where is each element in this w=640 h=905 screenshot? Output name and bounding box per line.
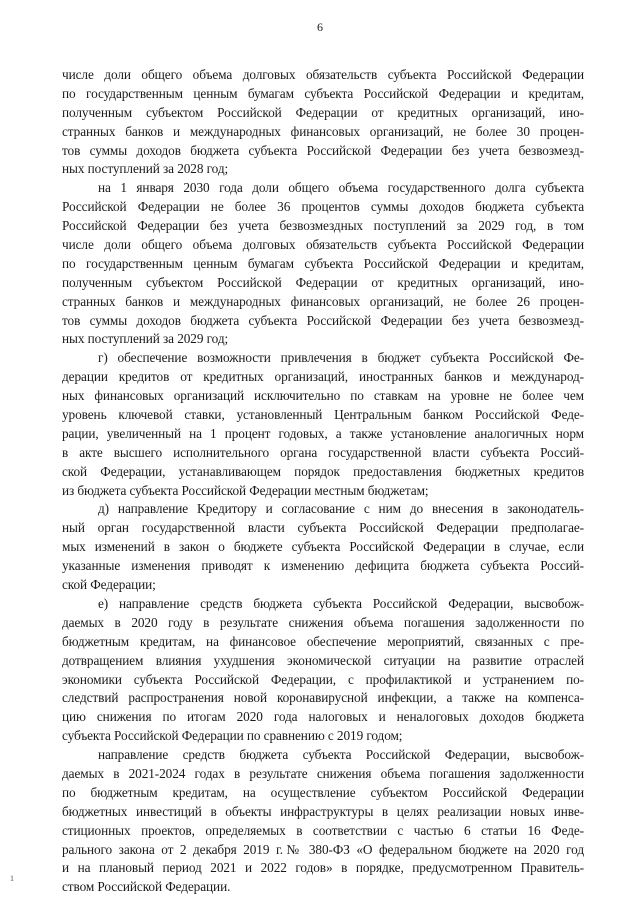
text-line: Российской Федерации не более 36 процентов суммы доходов бюджета субъекта: [62, 199, 584, 215]
page-number: 6: [317, 20, 323, 34]
text-line: ных поступлений за 2029 год;: [62, 331, 229, 347]
text-line: и на плановый период 2021 и 2022 годов» в порядке, предусмотренном Правитель-: [62, 860, 584, 876]
text-line: тов суммы доходов бюджета субъекта Российской Федерации без учета безвозмезд-: [62, 142, 584, 158]
text-line: субъекта Российской Федерации по сравнению с 2019 годом;: [62, 728, 403, 744]
text-line: по государственным ценным бумагам субъекта Российской Федерации и кредитам,: [62, 85, 584, 101]
text-line: ской Федерации, устанавливающем порядок предоставления бюджетных кредитов: [62, 463, 584, 479]
text-line: ный орган государственной власти субъекта Российской Федерации предполагае-: [62, 520, 584, 536]
text-line: следствий распространения новой коронавирусной инфекции, а также на компенса-: [62, 690, 584, 706]
text-line: мых изменений в закон о бюджете субъекта Российской Федерации в случае, если: [62, 539, 584, 555]
text-line: полученным субъектом Российской Федерации от кредитных организаций, ино-: [62, 104, 584, 120]
text-line: на 1 января 2030 года доли общего объема государственного долга субъекта: [98, 180, 584, 196]
text-line: в акте высшего исполнительного органа государственной власти субъекта Россий-: [62, 444, 584, 460]
text-line: даемых в 2020 году в результате снижения объема погашения задолженности по: [62, 614, 584, 630]
text-line: направление средств бюджета субъекта Российской Федерации, высвобож-: [98, 747, 584, 763]
text-line: из бюджета субъекта Российской Федерации местным бюджетам;: [62, 482, 429, 498]
text-line: г) обеспечение возможности привлечения в бюджет субъекта Российской Фе-: [98, 350, 584, 366]
text-line: числе доли общего объема долговых обязательств субъекта Российской Федерации: [62, 67, 584, 82]
text-line: экономики субъекта Российской Федерации, с профилактикой и устранением по-: [62, 671, 584, 687]
text-line: Российской Федерации без учета безвозмездных поступлений за 2029 год, в том: [62, 218, 584, 234]
text-line: бюджетных инвестиций в объекты инфраструктуры в целях реализации новых инве-: [62, 803, 584, 819]
text-line: бюджетным кредитам, на финансовое обеспечение мероприятий, связанных с пре-: [62, 633, 584, 649]
margin-mark: 1: [10, 874, 14, 883]
text-line: указанные изменения приводят к изменению дефицита бюджета субъекта Россий-: [62, 558, 584, 574]
paragraph: [62, 746, 584, 897]
text-line: цию снижения по итогам 2020 года налоговых и неналоговых доходов бюджета: [62, 709, 584, 725]
text-line: ской Федерации;: [62, 577, 156, 593]
paragraph: [62, 66, 584, 179]
paragraph: [62, 500, 584, 594]
paragraph: [62, 349, 584, 500]
text-line: уровень ключевой ставки, установленный Центральным банком Российской Феде-: [62, 407, 584, 423]
text-line: странных банков и международных финансовых организаций, не более 30 процен-: [62, 123, 584, 139]
text-line: даемых в 2021-2024 годах в результате снижения объема погашения задолженности: [62, 765, 584, 781]
text-line: по бюджетным кредитам, на осуществление субъектом Российской Федерации: [62, 784, 584, 800]
text-line: стиционных проектов, определяемых в соответствии с частью 6 статьи 16 Феде-: [62, 822, 584, 838]
text-line: е) направление средств бюджета субъекта Российской Федерации, высвобож-: [98, 595, 584, 611]
text-line: дерации кредитов от кредитных организаций, иностранных банков и международ-: [62, 369, 584, 385]
document-body: [62, 66, 584, 897]
text-line: д) направление Кредитору и согласование с ним до внесения в законодатель-: [98, 501, 584, 517]
text-line: числе доли общего объема долговых обязательств субъекта Российской Федерации: [62, 237, 584, 253]
text-line: дотвращением влияния ухудшения экономической ситуации на развитие отраслей: [62, 652, 584, 668]
paragraph: [62, 179, 584, 349]
text-line: ных финансовых организаций исключительно по ставкам на уровне не более чем: [62, 388, 584, 404]
text-line: ством Российской Федерации.: [62, 879, 231, 895]
paragraph: [62, 595, 584, 746]
text-line: ных поступлений за 2028 год;: [62, 161, 229, 177]
text-line: тов суммы доходов бюджета субъекта Российской Федерации без учета безвозмезд-: [62, 312, 584, 328]
text-line: по государственным ценным бумагам субъекта Российской Федерации и кредитам,: [62, 255, 584, 271]
text-line: полученным субъектом Российской Федерации от кредитных организаций, ино-: [62, 274, 584, 290]
text-line: рального закона от 2 декабря 2019 г.№ 380-ФЗ «О федеральном бюджете на 2020 год: [62, 841, 584, 857]
text-line: странных банков и международных финансовых организаций, не более 26 процен-: [62, 293, 584, 309]
text-line: рации, увеличенный на 1 процент годовых, а также установление аналогичных норм: [62, 425, 584, 441]
